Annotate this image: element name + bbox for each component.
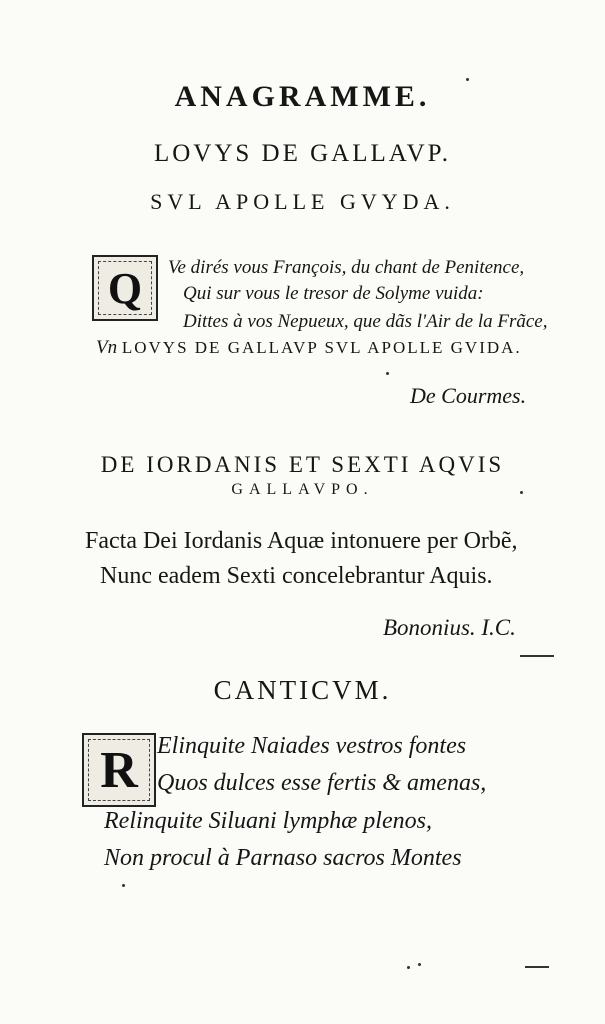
ink-smudge [520,655,554,657]
quatrain-line-4-caps: LOVYS DE GALLAVP SVL APOLLE GVIDA. [121,338,522,357]
name-line: LOVYS DE GALLAVP. [153,140,452,167]
ornamental-initial-r [82,733,156,807]
quatrain-line-3: Dittes à vos Nepueux, que dãs l'Air de la Frãce, [183,311,548,332]
ink-smudge [525,966,549,968]
anagram-line: SVL APOLLE GVYDA. [150,189,455,214]
ink-speck [520,491,523,494]
canticum-line-4: Non procul à Parnaso sacros Montes [104,845,462,871]
distich-line-2: Nunc eadem Sexti concelebrantur Aquis. [100,563,493,589]
ink-speck [418,963,421,966]
quatrain-line-4 [96,337,522,359]
initial-frame [98,261,152,315]
initial-letter: Q [107,263,143,313]
author-bononius: Bononius. I.C. [383,615,516,640]
initial-frame [88,739,150,801]
author-de-courmes: De Courmes. [410,383,527,408]
canticum-line-1: Elinquite Naiades vestros fontes [157,733,467,759]
initial-letter: R [100,741,138,799]
quatrain-line-1: Ve dirés vous François, du chant de Penitence, [168,257,525,278]
canticum-line-2: Quos dulces esse fertis & amenas, [157,770,487,796]
ink-speck [407,966,410,969]
ornamental-initial-q [92,255,158,321]
ink-speck [466,78,469,81]
distich-line-1: Facta Dei Iordanis Aquæ intonuere per Orbẽ, [85,528,518,554]
ink-speck [386,372,389,375]
heading-iordanis: DE IORDANIS ET SEXTI AQVIS [100,452,505,477]
quatrain-line-2: Qui sur vous le tresor de Solyme vuida: [183,283,484,304]
quatrain-line-4-prefix: Vn [96,337,118,358]
heading-canticum: CANTICVM. [213,675,392,705]
ink-speck [122,884,125,887]
heading-gallavpo: GALLAVPO. [231,481,374,498]
canticum-line-3: Relinquite Siluani lymphæ plenos, [104,808,432,834]
title-anagramme: ANAGRAMME. [174,80,431,113]
